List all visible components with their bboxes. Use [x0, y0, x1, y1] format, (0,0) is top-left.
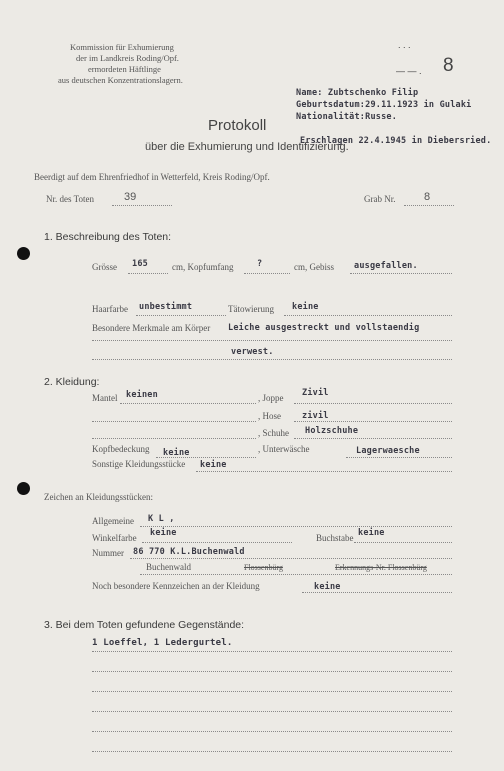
identity-name: Name: Zubtschenko Filip: [296, 88, 419, 98]
nummer-label: Nummer: [92, 548, 124, 558]
schuhe-pre-line: [92, 438, 256, 439]
sonstige-value: keine: [200, 460, 227, 470]
unterwaesche-value: Lagerwaesche: [356, 446, 420, 456]
merkmale-line-2: [92, 359, 452, 360]
burial-text: Beerdigt auf dem Ehrenfriedhof in Wetterfeld, Kreis Roding/Opf.: [34, 172, 270, 182]
hose-label: , Hose: [258, 411, 281, 421]
noch-kennzeichen-line: [302, 592, 452, 593]
punch-hole-bottom: [17, 482, 30, 495]
schuhe-value: Holzschuhe: [305, 426, 359, 436]
commission-line-4: aus deutschen Konzentrationslagern.: [58, 75, 183, 85]
flossenbuerg-struck: Flossenbürg: [244, 563, 283, 572]
schuhe-line: [294, 438, 452, 439]
section3-heading: 3. Bei dem Toten gefundene Gegenstände:: [44, 619, 245, 631]
kopfumfang-line: [244, 273, 290, 274]
mantel-line: [120, 403, 256, 404]
kopfumfang-value: ?: [257, 259, 263, 269]
dash-marks-2: — — .: [396, 66, 422, 76]
buchenwald-line: [140, 574, 452, 575]
taetowierung-line: [284, 315, 452, 316]
found-items-line-1: [92, 651, 452, 652]
found-items-line-4: [92, 711, 452, 712]
mantel-value: keinen: [126, 390, 158, 400]
gebiss-value: ausgefallen.: [354, 261, 418, 271]
merkmale-label: Besondere Merkmale am Körper: [92, 323, 211, 333]
grave-number-label: Grab Nr.: [364, 194, 396, 204]
haarfarbe-value: unbestimmt: [139, 302, 193, 312]
joppe-line: [294, 403, 452, 404]
groesse-line: [128, 273, 168, 274]
dead-number-label: Nr. des Toten: [46, 194, 94, 204]
kopfbedeckung-line: [156, 457, 256, 458]
cm-gebiss-label: cm, Gebiss: [294, 262, 334, 272]
section2-heading: 2. Kleidung:: [44, 376, 100, 388]
mantel-label: Mantel: [92, 393, 118, 403]
kopfbedeckung-value: keine: [163, 448, 190, 458]
identity-death: Erschlagen 22.4.1945 in Diebersried.: [300, 136, 492, 146]
dead-number-line: [112, 205, 172, 206]
haarfarbe-label: Haarfarbe: [92, 304, 128, 314]
gebiss-line: [350, 273, 452, 274]
noch-kennzeichen-value: keine: [314, 582, 341, 592]
found-items-line-6: [92, 751, 452, 752]
buchstabe-label: Buchstabe: [316, 533, 354, 543]
allgemeine-line: [140, 526, 452, 527]
hose-value: zivil: [302, 411, 329, 421]
winkelfarbe-line: [142, 542, 292, 543]
erkennungs-nr-struck: Erkennungs-Nr. Flossenbürg: [335, 563, 427, 572]
section1-heading: 1. Beschreibung des Toten:: [44, 231, 172, 243]
document-subtitle: über die Exhumierung und Identifizierung.: [145, 141, 349, 153]
joppe-label: , Joppe: [258, 393, 284, 403]
taetowierung-value: keine: [292, 302, 319, 312]
identity-birth: Geburtsdatum:29.11.1923 in Gulaki: [296, 100, 472, 110]
grave-number-value: 8: [424, 191, 431, 203]
grave-number-line: [404, 205, 454, 206]
unterwaesche-line: [346, 457, 452, 458]
taetowierung-label: Tätowierung: [228, 304, 274, 314]
dash-marks: . . .: [398, 40, 411, 50]
found-items-line-5: [92, 731, 452, 732]
winkelfarbe-value: keine: [150, 528, 177, 538]
unterwaesche-label: , Unterwäsche: [258, 444, 310, 454]
allgemeine-label: Allgemeine: [92, 516, 134, 526]
merkmale-value-2: verwest.: [231, 347, 274, 357]
kopfbedeckung-label: Kopfbedeckung: [92, 444, 150, 454]
hose-pre-line: [92, 421, 256, 422]
winkelfarbe-label: Winkelfarbe: [92, 533, 137, 543]
sonstige-label: Sonstige Kleidungsstücke: [92, 459, 186, 469]
buchstabe-value: keine: [358, 528, 385, 538]
nummer-value: 86 770 K.L.Buchenwald: [133, 547, 245, 557]
found-items-line-3: [92, 691, 452, 692]
marks-heading: Zeichen an Kleidungsstücken:: [44, 492, 153, 502]
document-title: Protokoll: [208, 117, 267, 134]
schuhe-label: , Schuhe: [258, 428, 289, 438]
page-number: 8: [443, 55, 454, 76]
noch-kennzeichen-label: Noch besondere Kennzeichen an der Kleidung: [92, 581, 260, 591]
buchstabe-line: [354, 542, 452, 543]
allgemeine-value: K L ,: [148, 514, 175, 524]
found-items-line-2: [92, 671, 452, 672]
dead-number-value: 39: [124, 191, 137, 203]
joppe-value: Zivil: [302, 388, 329, 398]
identity-nationality: Nationalität:Russe.: [296, 112, 398, 122]
groesse-label: Grösse: [92, 262, 117, 272]
merkmale-value: Leiche ausgestreckt und vollstaendig: [228, 323, 420, 333]
punch-hole-top: [17, 247, 30, 260]
sonstige-line: [196, 471, 452, 472]
found-items-value: 1 Loeffel, 1 Ledergurtel.: [92, 638, 233, 648]
buchenwald-label: Buchenwald: [146, 562, 191, 572]
hose-line: [294, 421, 452, 422]
commission-line-2: der im Landkreis Roding/Opf.: [76, 53, 179, 63]
nummer-line: [130, 558, 452, 559]
haarfarbe-line: [136, 315, 226, 316]
merkmale-line-1: [92, 340, 452, 341]
commission-line-1: Kommission für Exhumierung: [70, 42, 174, 52]
commission-line-3: ermordeten Häftlinge: [88, 64, 161, 74]
groesse-value: 165: [132, 259, 148, 269]
cm-kopfumfang-label: cm, Kopfumfang: [172, 262, 234, 272]
